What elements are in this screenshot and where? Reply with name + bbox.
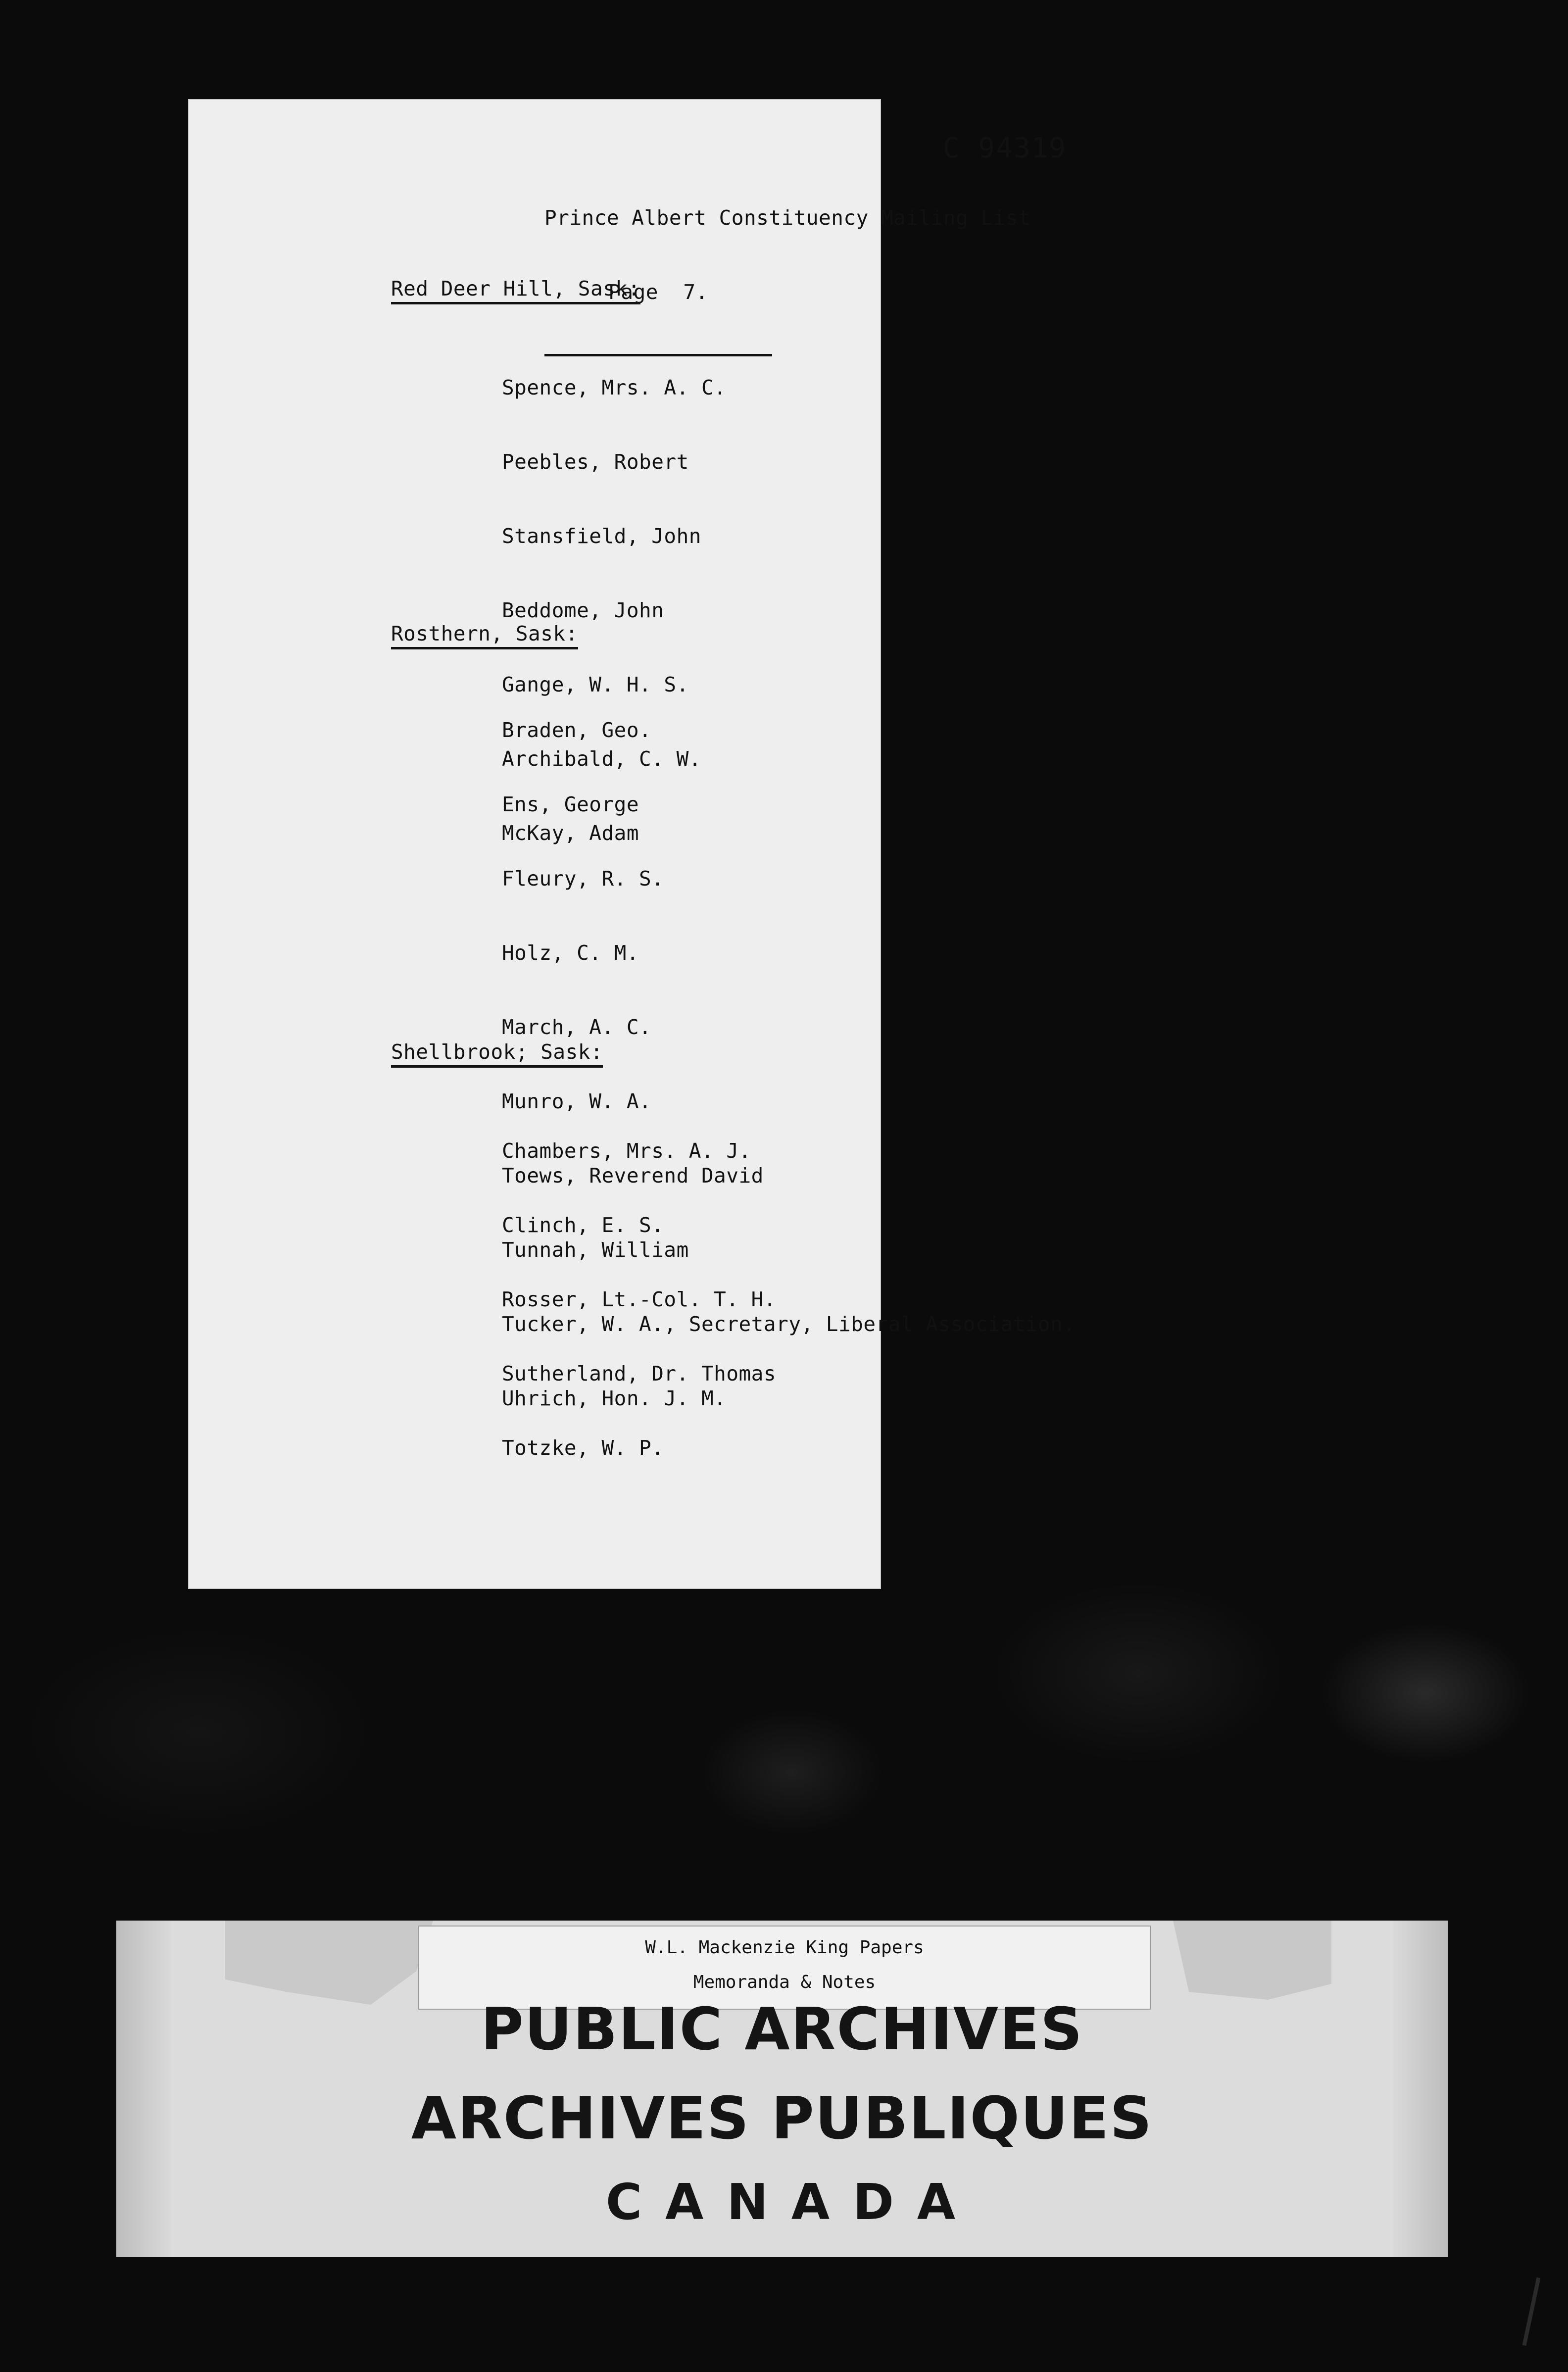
list-item: Peebles, Robert	[502, 450, 689, 474]
list-item: Holz, C. M.	[502, 941, 639, 965]
list-item: Archibald, C. W.	[502, 747, 701, 771]
section-heading-rosthern: Rosthern, Sask:	[391, 621, 578, 649]
list-item: Stansfield, John	[502, 524, 701, 548]
header-title: Prince Albert Constituency Mailing List	[544, 206, 1031, 230]
list-item: Totzke, W. P.	[502, 1436, 664, 1460]
torn-paper-right	[1173, 1921, 1331, 2000]
list-item: Beddome, John	[502, 598, 664, 622]
section-heading-red-deer-hill: Red Deer Hill, Sask:	[391, 276, 640, 304]
archive-country: C A N A D A	[605, 2173, 959, 2231]
list-item: Munro, W. A.	[502, 1089, 652, 1113]
list-item: Spence, Mrs. A. C.	[502, 376, 727, 399]
list-item: Uhrich, Hon. J. M.	[502, 1386, 727, 1410]
list-item: Tucker, W. A., Secretary, Liberal Association.	[502, 1312, 1076, 1336]
list-item: March, A. C.	[502, 1015, 652, 1039]
list-item: Tunnah, William	[502, 1238, 689, 1262]
collection-name: W.L. Mackenzie King Papers	[645, 1937, 924, 1958]
archive-title-french: ARCHIVES PUBLIQUES	[411, 2084, 1153, 2152]
list-item: Chambers, Mrs. A. J.	[502, 1139, 751, 1163]
list-item: McKay, Adam	[502, 821, 639, 845]
list-item: Clinch, E. S.	[502, 1213, 664, 1237]
archive-title-english: PUBLIC ARCHIVES	[481, 1995, 1083, 2063]
list-item: Fleury, R. S.	[502, 867, 664, 890]
section-list-shellbrook	[502, 1089, 776, 1510]
document-number: C 94319	[943, 132, 1067, 164]
list-item: Gange, W. H. S.	[502, 673, 689, 696]
collection-series: Memoranda & Notes	[693, 1972, 876, 1992]
archive-label	[116, 1921, 1448, 2257]
list-item: Sutherland, Dr. Thomas	[502, 1362, 777, 1385]
list-item: Toews, Reverend David	[502, 1164, 764, 1187]
header-page-number: Page 7.	[608, 280, 708, 304]
torn-paper-left	[225, 1921, 433, 2005]
section-heading-shellbrook: Shellbrook; Sask:	[391, 1039, 603, 1068]
list-item: Braden, Geo.	[502, 718, 652, 742]
list-item: Ens, George	[502, 792, 639, 816]
list-item: Rosser, Lt.-Col. T. H.	[502, 1287, 777, 1311]
